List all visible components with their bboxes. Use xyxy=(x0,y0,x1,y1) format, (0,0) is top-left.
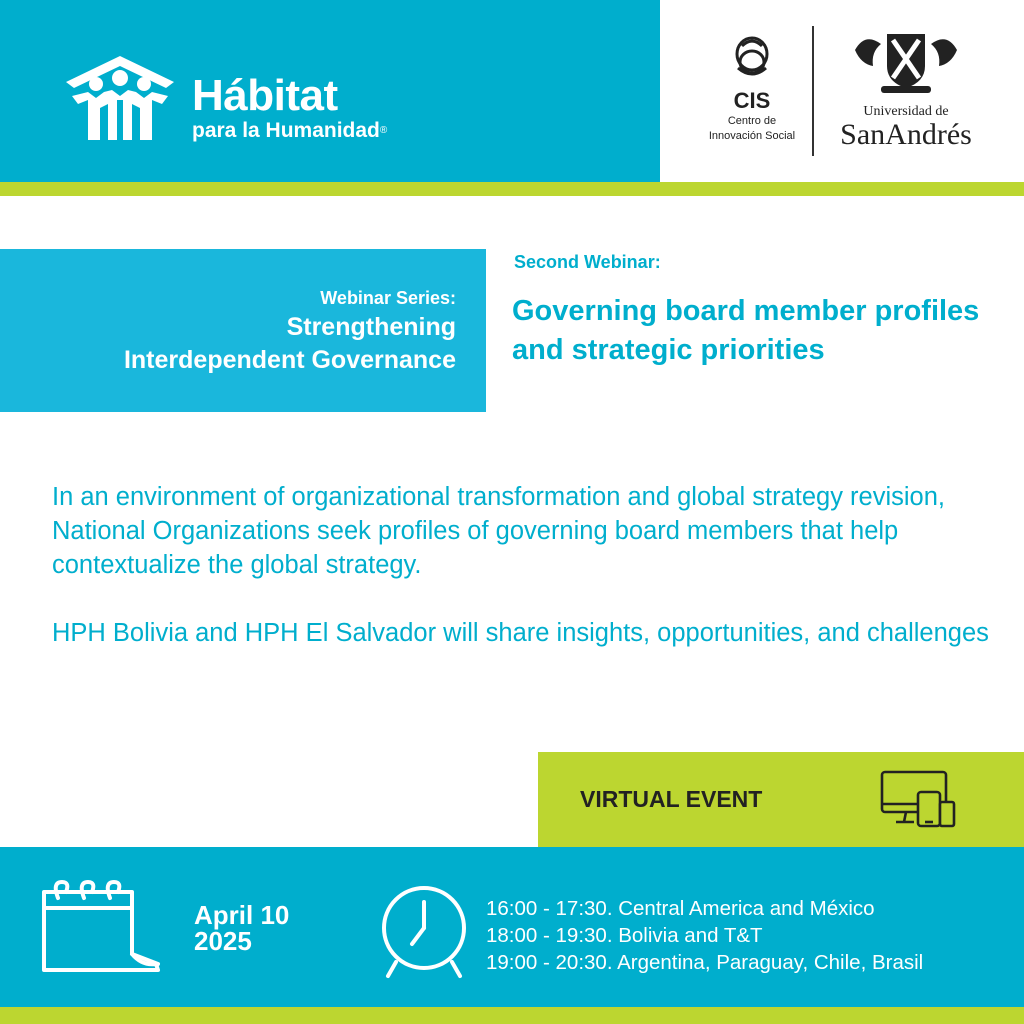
description xyxy=(52,480,992,650)
cis-title: CIS xyxy=(733,88,771,113)
header-lime-stripe xyxy=(0,182,1024,196)
description-paragraph-1: In an environment of organizational transformation and global strategy revision, National Organizations seek profiles of governing board members that help contextualize the global strategy. xyxy=(52,483,946,579)
university-label: Universidad de xyxy=(863,104,949,119)
san-andres-logo xyxy=(826,30,986,160)
schedule-item: 19:00 - 20:30. Argentina, Paraguay, Chile, Brasil xyxy=(486,951,924,974)
cis-logo xyxy=(694,32,810,162)
header-banner xyxy=(0,0,660,182)
description-paragraph-2: HPH Bolivia and HPH El Salvador will share insights, opportunities, and challenges xyxy=(52,619,989,647)
cis-sub-line2: Innovación Social xyxy=(708,130,796,142)
registered-mark: ® xyxy=(379,125,388,136)
event-type-label: VIRTUAL EVENT xyxy=(580,786,763,812)
house-people-icon xyxy=(62,48,182,148)
webinar-title: Governing board member profiles and strategic priorities xyxy=(512,295,980,366)
series-title-line1: Strengthening xyxy=(286,313,456,341)
logo-divider xyxy=(812,26,814,156)
footer-lime-stripe xyxy=(0,1007,1024,1024)
clock-icon xyxy=(376,876,472,984)
series-title-line2: Interdependent Governance xyxy=(123,346,456,374)
event-date-day: April 10 xyxy=(194,900,290,930)
devices-icon xyxy=(878,768,958,830)
knot-icon xyxy=(732,32,772,84)
series-label: Webinar Series: xyxy=(320,288,456,308)
calendar-icon xyxy=(38,878,164,978)
schedule-item: 16:00 - 17:30. Central America and México xyxy=(486,897,875,920)
webinar-label: Second Webinar: xyxy=(514,252,661,272)
virtual-event-banner xyxy=(538,752,1024,847)
university-name: SanAndrés xyxy=(840,118,972,151)
event-date-year: 2025 xyxy=(194,926,252,956)
schedule-item: 18:00 - 19:30. Bolivia and T&T xyxy=(486,924,763,947)
series-box xyxy=(0,249,486,412)
habitat-logo xyxy=(62,48,442,148)
schedule-list xyxy=(486,895,923,976)
crest-icon xyxy=(851,30,961,98)
org-name: Hábitat xyxy=(192,71,338,120)
event-date xyxy=(194,902,289,954)
cis-sub-line1: Centro de xyxy=(727,115,777,127)
org-subtitle: para la Humanidad® xyxy=(192,119,388,142)
